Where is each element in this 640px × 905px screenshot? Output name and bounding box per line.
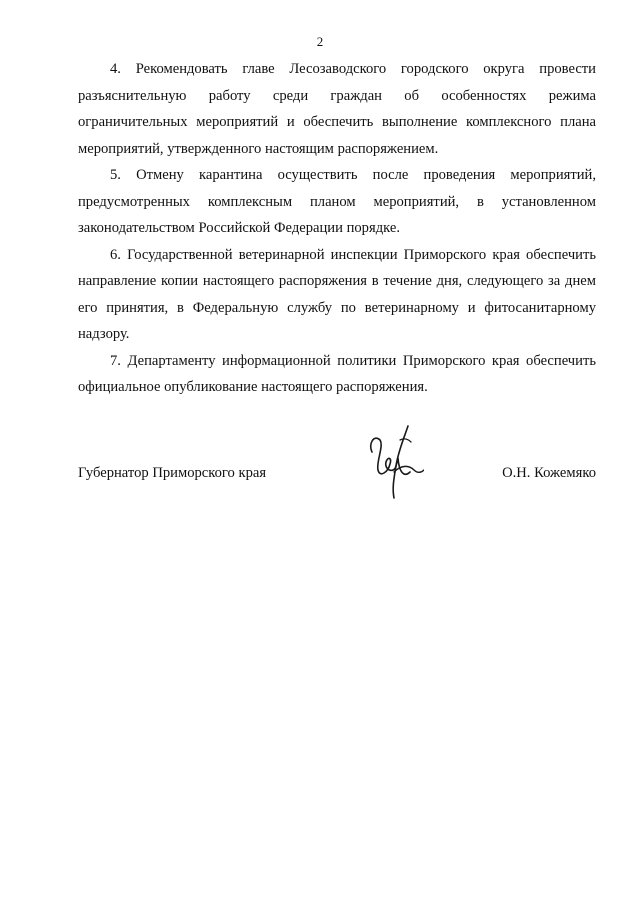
page-number: 2 <box>316 34 324 49</box>
signatory-title: Губернатор Приморского края <box>78 465 267 481</box>
signature-block <box>78 455 596 515</box>
paragraph-4: 4. Рекомендовать главе Лесозаводского городского округа провести разъяснительную работу среди граждан об особенностях режима ограничительных мероприятий и обеспечить выполнение комплексного плана мероприятий, утвержденного настоящим распоряжением. <box>78 61 596 157</box>
paragraph-5: 5. Отмену карантина осуществить после проведения мероприятий, предусмотренных комплексным планом мероприятий, в установленном законодательством Российской Федерации порядке. <box>78 167 596 236</box>
signatory-name: О.Н. Кожемяко <box>502 465 596 481</box>
document-body <box>78 56 596 401</box>
paragraph-6: 6. Государственной ветеринарной инспекции Приморского края обеспечить направление копии настоящего распоряжения в течение дня, следующего за днем его принятия, в Федеральную службу по ветеринарному и фитосанитарному надзору. <box>78 246 596 342</box>
handwritten-signature-icon <box>364 422 424 500</box>
paragraph-7: 7. Департаменту информационной политики Приморского края обеспечить официальное опубликование настоящего распоряжения. <box>78 352 596 395</box>
